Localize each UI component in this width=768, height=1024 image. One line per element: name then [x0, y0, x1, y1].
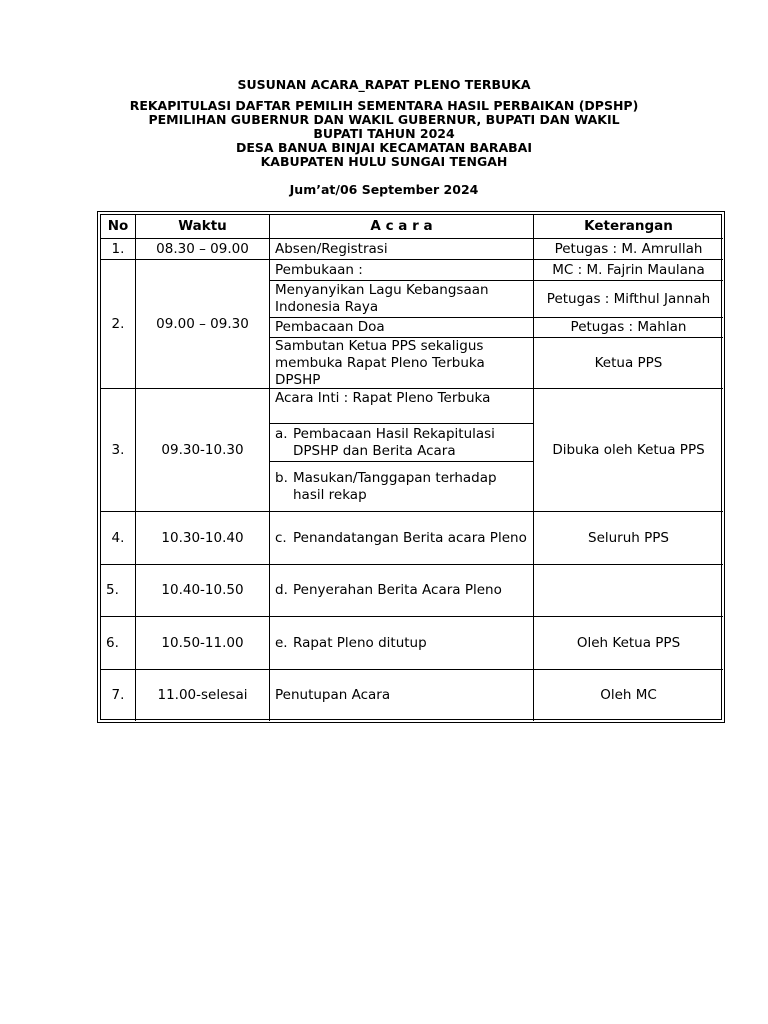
row-2-acara-lagu: Menyanyikan Lagu Kebangsaan Indonesia Raya [270, 281, 534, 318]
row-3-acara-inti: Acara Inti : Rapat Pleno Terbuka [270, 389, 534, 424]
header-acara: A c a r a [270, 215, 534, 239]
header-waktu: Waktu [136, 215, 270, 239]
row-3-waktu: 09.30-10.30 [136, 389, 270, 512]
row-4-waktu: 10.30-10.40 [136, 512, 270, 565]
title-line-5: DESA BANUA BINJAI KECAMATAN BARABAI [236, 140, 532, 155]
list-marker-a: a. [275, 425, 288, 442]
row-1-keterangan: Petugas : M. Amrullah [534, 239, 723, 260]
row-6-acara-text: Rapat Pleno ditutup [293, 634, 427, 651]
row-7-waktu: 11.00-selesai [136, 670, 270, 721]
title-line-2: REKAPITULASI DAFTAR PEMILIH SEMENTARA HASIL PERBAIKAN (DPSHP) [129, 98, 639, 113]
row-4-acara-text: Penandatangan Berita acara Pleno [293, 529, 527, 546]
row-1-acara: Absen/Registrasi [270, 239, 534, 260]
row-2-keterangan-lagu: Petugas : Mifthul Jannah [534, 281, 723, 318]
title-line-4: BUPATI TAHUN 2024 [313, 126, 455, 141]
row-2-acara-sambutan: Sambutan Ketua PPS sekaligus membuka Rapat Pleno Terbuka DPSHP [270, 338, 534, 389]
title-line-6: KABUPATEN HULU SUNGAI TENGAH [260, 154, 508, 169]
row-2-keterangan-doa: Petugas : Mahlan [534, 318, 723, 338]
row-4-keterangan: Seluruh PPS [534, 512, 723, 565]
row-5-acara-text: Penyerahan Berita Acara Pleno [293, 582, 502, 598]
row-4-no: 4. [101, 512, 136, 565]
row-3-acara-b-text: Masukan/Tanggapan terhadap hasil rekap [293, 469, 497, 503]
row-5-acara [270, 565, 534, 617]
row-4-acara [270, 512, 534, 565]
row-2-keterangan-sambutan: Ketua PPS [534, 338, 723, 389]
row-1-no: 1. [101, 239, 136, 260]
header-keterangan: Keterangan [534, 215, 723, 239]
row-7-keterangan: Oleh MC [600, 687, 657, 703]
row-5-no: 5. [101, 565, 136, 617]
event-date: Jum’at/06 September 2024 [289, 182, 479, 197]
row-3-keterangan: Dibuka oleh Ketua PPS [534, 389, 723, 512]
row-1-waktu: 08.30 – 09.00 [136, 239, 270, 260]
row-2-acara-pembukaan: Pembukaan : [270, 260, 534, 281]
row-3-acara-b [270, 462, 534, 512]
row-7-acara: Penutupan Acara [270, 670, 534, 721]
agenda-table [97, 211, 725, 723]
list-marker-d: d. [275, 582, 288, 598]
row-2-no: 2. [101, 260, 136, 389]
header-no: No [101, 215, 136, 239]
row-6-keterangan: Oleh Ketua PPS [534, 617, 723, 670]
row-7-no: 7. [101, 670, 136, 721]
title-line-1: SUSUNAN ACARA_RAPAT PLENO TERBUKA [237, 77, 531, 92]
row-5-waktu: 10.40-10.50 [136, 565, 270, 617]
list-marker-b: b. [275, 469, 288, 486]
row-3-acara-a [270, 424, 534, 462]
row-3-no: 3. [101, 389, 136, 512]
row-6-no: 6. [101, 617, 136, 670]
list-marker-e: e. [275, 634, 288, 651]
row-2-keterangan-mc: MC : M. Fajrin Maulana [534, 260, 723, 281]
row-2-acara-doa: Pembacaan Doa [270, 318, 534, 338]
row-5-keterangan [534, 565, 723, 617]
row-3-acara-a-text: Pembacaan Hasil Rekapitulasi DPSHP dan Berita Acara [293, 425, 495, 459]
row-2-waktu: 09.00 – 09.30 [136, 260, 270, 389]
list-marker-c: c. [275, 529, 287, 546]
row-6-waktu: 10.50-11.00 [136, 617, 270, 670]
row-6-acara [270, 617, 534, 670]
title-line-3: PEMILIHAN GUBERNUR DAN WAKIL GUBERNUR, BUPATI DAN WAKIL [148, 112, 620, 127]
